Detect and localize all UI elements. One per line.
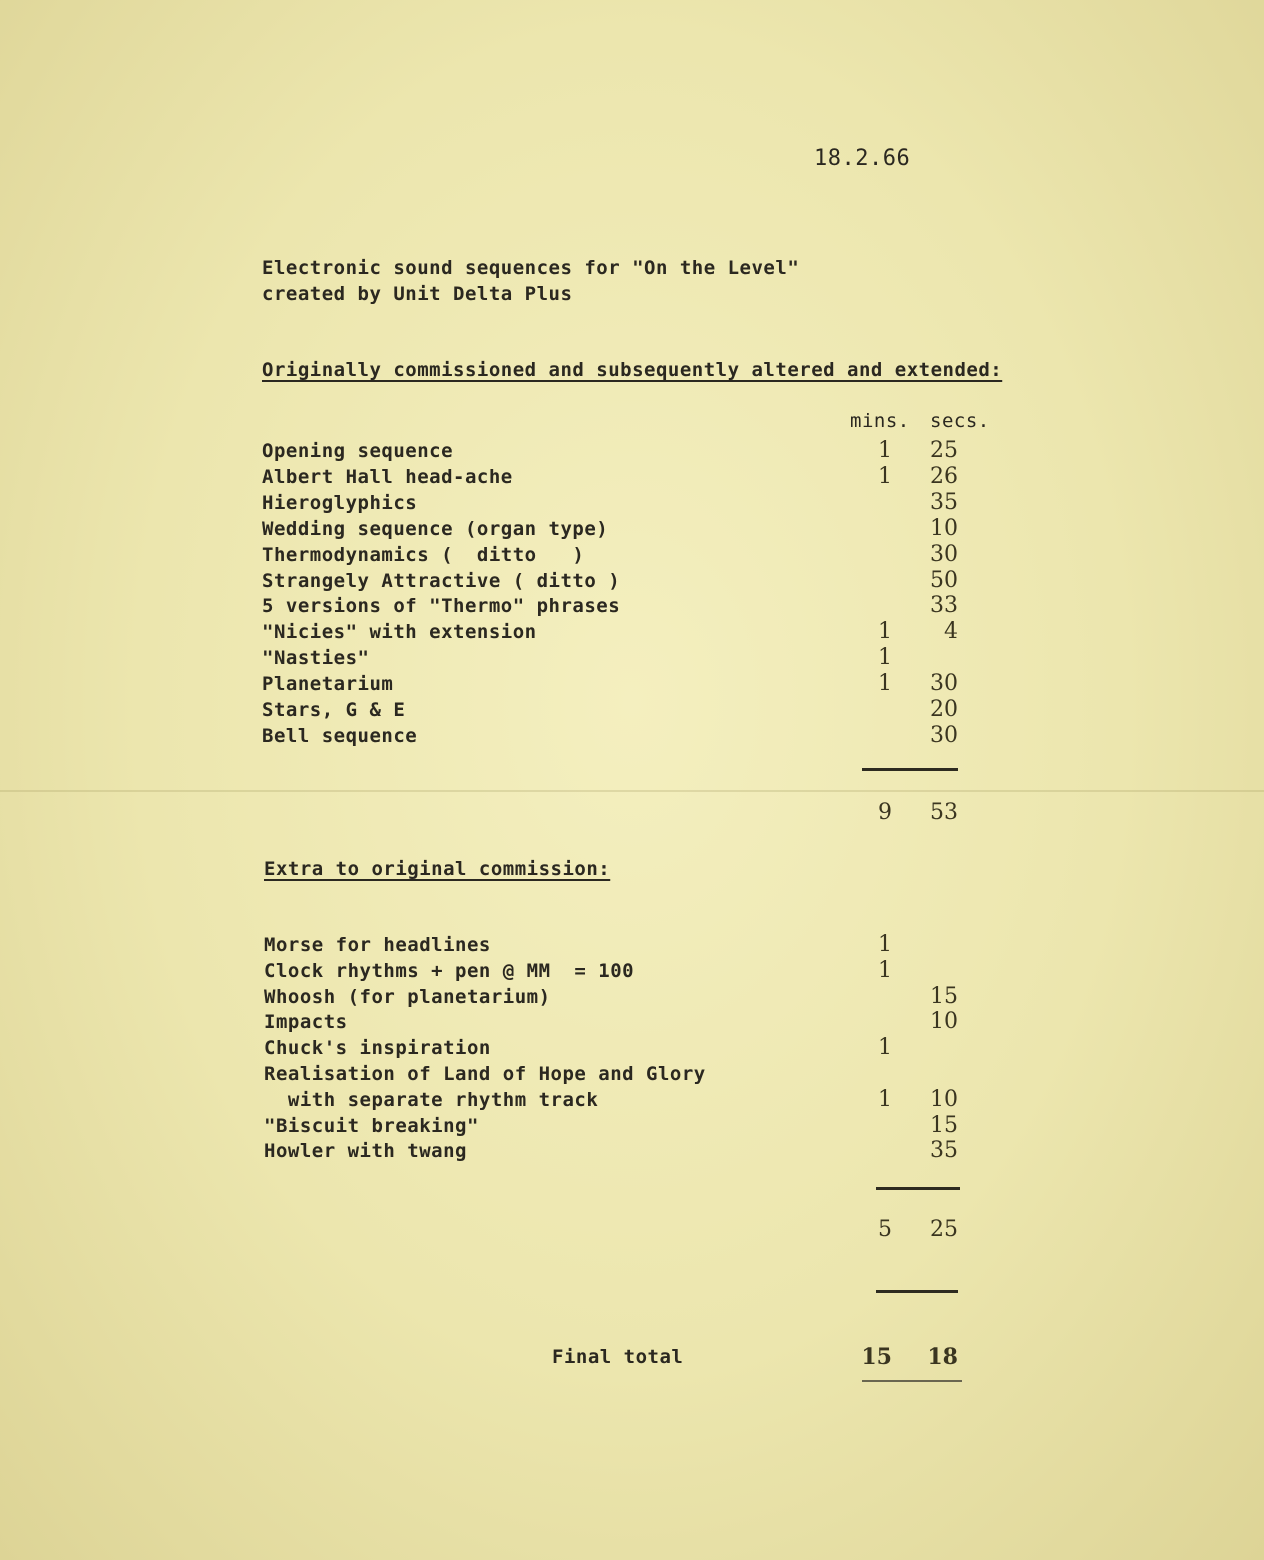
subtotal-2-secs: 25	[930, 1217, 958, 1242]
item-name: Clock rhythms + pen @ MM = 100	[264, 959, 635, 982]
item-mins: 1	[878, 463, 892, 489]
subtotal-1-mins: 9	[878, 800, 892, 825]
item-secs: 10	[930, 515, 958, 541]
item-name: Stars, G & E	[262, 699, 406, 721]
item-secs: 30	[930, 671, 958, 697]
item-mins: 1	[878, 957, 892, 983]
item-name: Albert Hall head-ache	[262, 465, 513, 488]
item-name: Wedding sequence (organ type)	[262, 517, 609, 540]
item-name: Chuck's inspiration	[264, 1037, 491, 1060]
item-name: with separate rhythm track	[264, 1088, 599, 1111]
final-total-secs: 18	[927, 1344, 958, 1370]
item-mins: 1	[878, 932, 892, 957]
subtotal-1-secs: 53	[930, 800, 958, 825]
paper-fold-line	[0, 790, 1264, 792]
section-1-title: Originally commissioned and subsequently altered and extended:	[262, 359, 1003, 381]
item-mins: 1	[878, 438, 892, 463]
final-total-label: Final total	[552, 1346, 684, 1368]
final-total-mins: 15	[861, 1344, 892, 1370]
item-name: Thermodynamics ( ditto )	[262, 543, 585, 566]
item-mins: 1	[878, 619, 892, 645]
subtotal-2-mins: 5	[878, 1217, 892, 1242]
item-name: Realisation of Land of Hope and Glory	[264, 1063, 706, 1085]
item-secs: 30	[930, 541, 958, 567]
item-secs: 30	[930, 722, 958, 748]
item-secs: 35	[930, 1138, 958, 1164]
item-secs: 33	[930, 593, 958, 619]
item-name: Impacts	[264, 1011, 348, 1034]
item-secs: 20	[930, 697, 958, 722]
item-name: "Nicies" with extension	[262, 621, 537, 644]
item-secs: 15	[930, 983, 958, 1009]
item-mins: 1	[878, 1086, 892, 1112]
item-name: Howler with twang	[264, 1140, 467, 1163]
subtotal-rule-2	[876, 1187, 960, 1190]
item-name: Planetarium	[262, 673, 394, 696]
item-mins: 1	[878, 645, 892, 671]
item-name: "Biscuit breaking"	[264, 1114, 479, 1137]
total-rule	[876, 1290, 958, 1293]
item-secs: 10	[930, 1009, 958, 1035]
item-secs: 26	[930, 463, 958, 489]
column-header-secs: secs.	[930, 410, 990, 432]
subtotal-rule-1	[862, 768, 958, 771]
item-name: Hieroglyphics	[262, 491, 418, 514]
item-secs: 10	[930, 1086, 958, 1112]
item-secs: 15	[930, 1112, 958, 1138]
item-mins: 1	[878, 671, 892, 697]
item-secs: 35	[930, 489, 958, 515]
item-mins: 1	[878, 1035, 892, 1061]
item-name: Whoosh (for planetarium)	[264, 985, 551, 1008]
section-2-title: Extra to original commission:	[264, 858, 611, 880]
item-secs: 50	[930, 567, 958, 593]
heading-line-1: Electronic sound sequences for "On the Level"	[262, 257, 800, 279]
item-name: Morse for headlines	[264, 934, 491, 956]
item-name: "Nasties"	[262, 647, 370, 670]
item-name: Strangely Attractive ( ditto )	[262, 569, 621, 592]
heading-line-2: created by Unit Delta Plus	[262, 283, 573, 305]
item-secs: 4	[944, 619, 958, 645]
document-date: 18.2.66	[814, 146, 911, 171]
column-header-mins: mins.	[850, 410, 910, 432]
final-total-underline	[862, 1380, 962, 1382]
item-name: Opening sequence	[262, 440, 454, 462]
item-name: Bell sequence	[262, 724, 418, 747]
item-secs: 25	[930, 438, 958, 463]
item-name: 5 versions of "Thermo" phrases	[262, 595, 621, 618]
